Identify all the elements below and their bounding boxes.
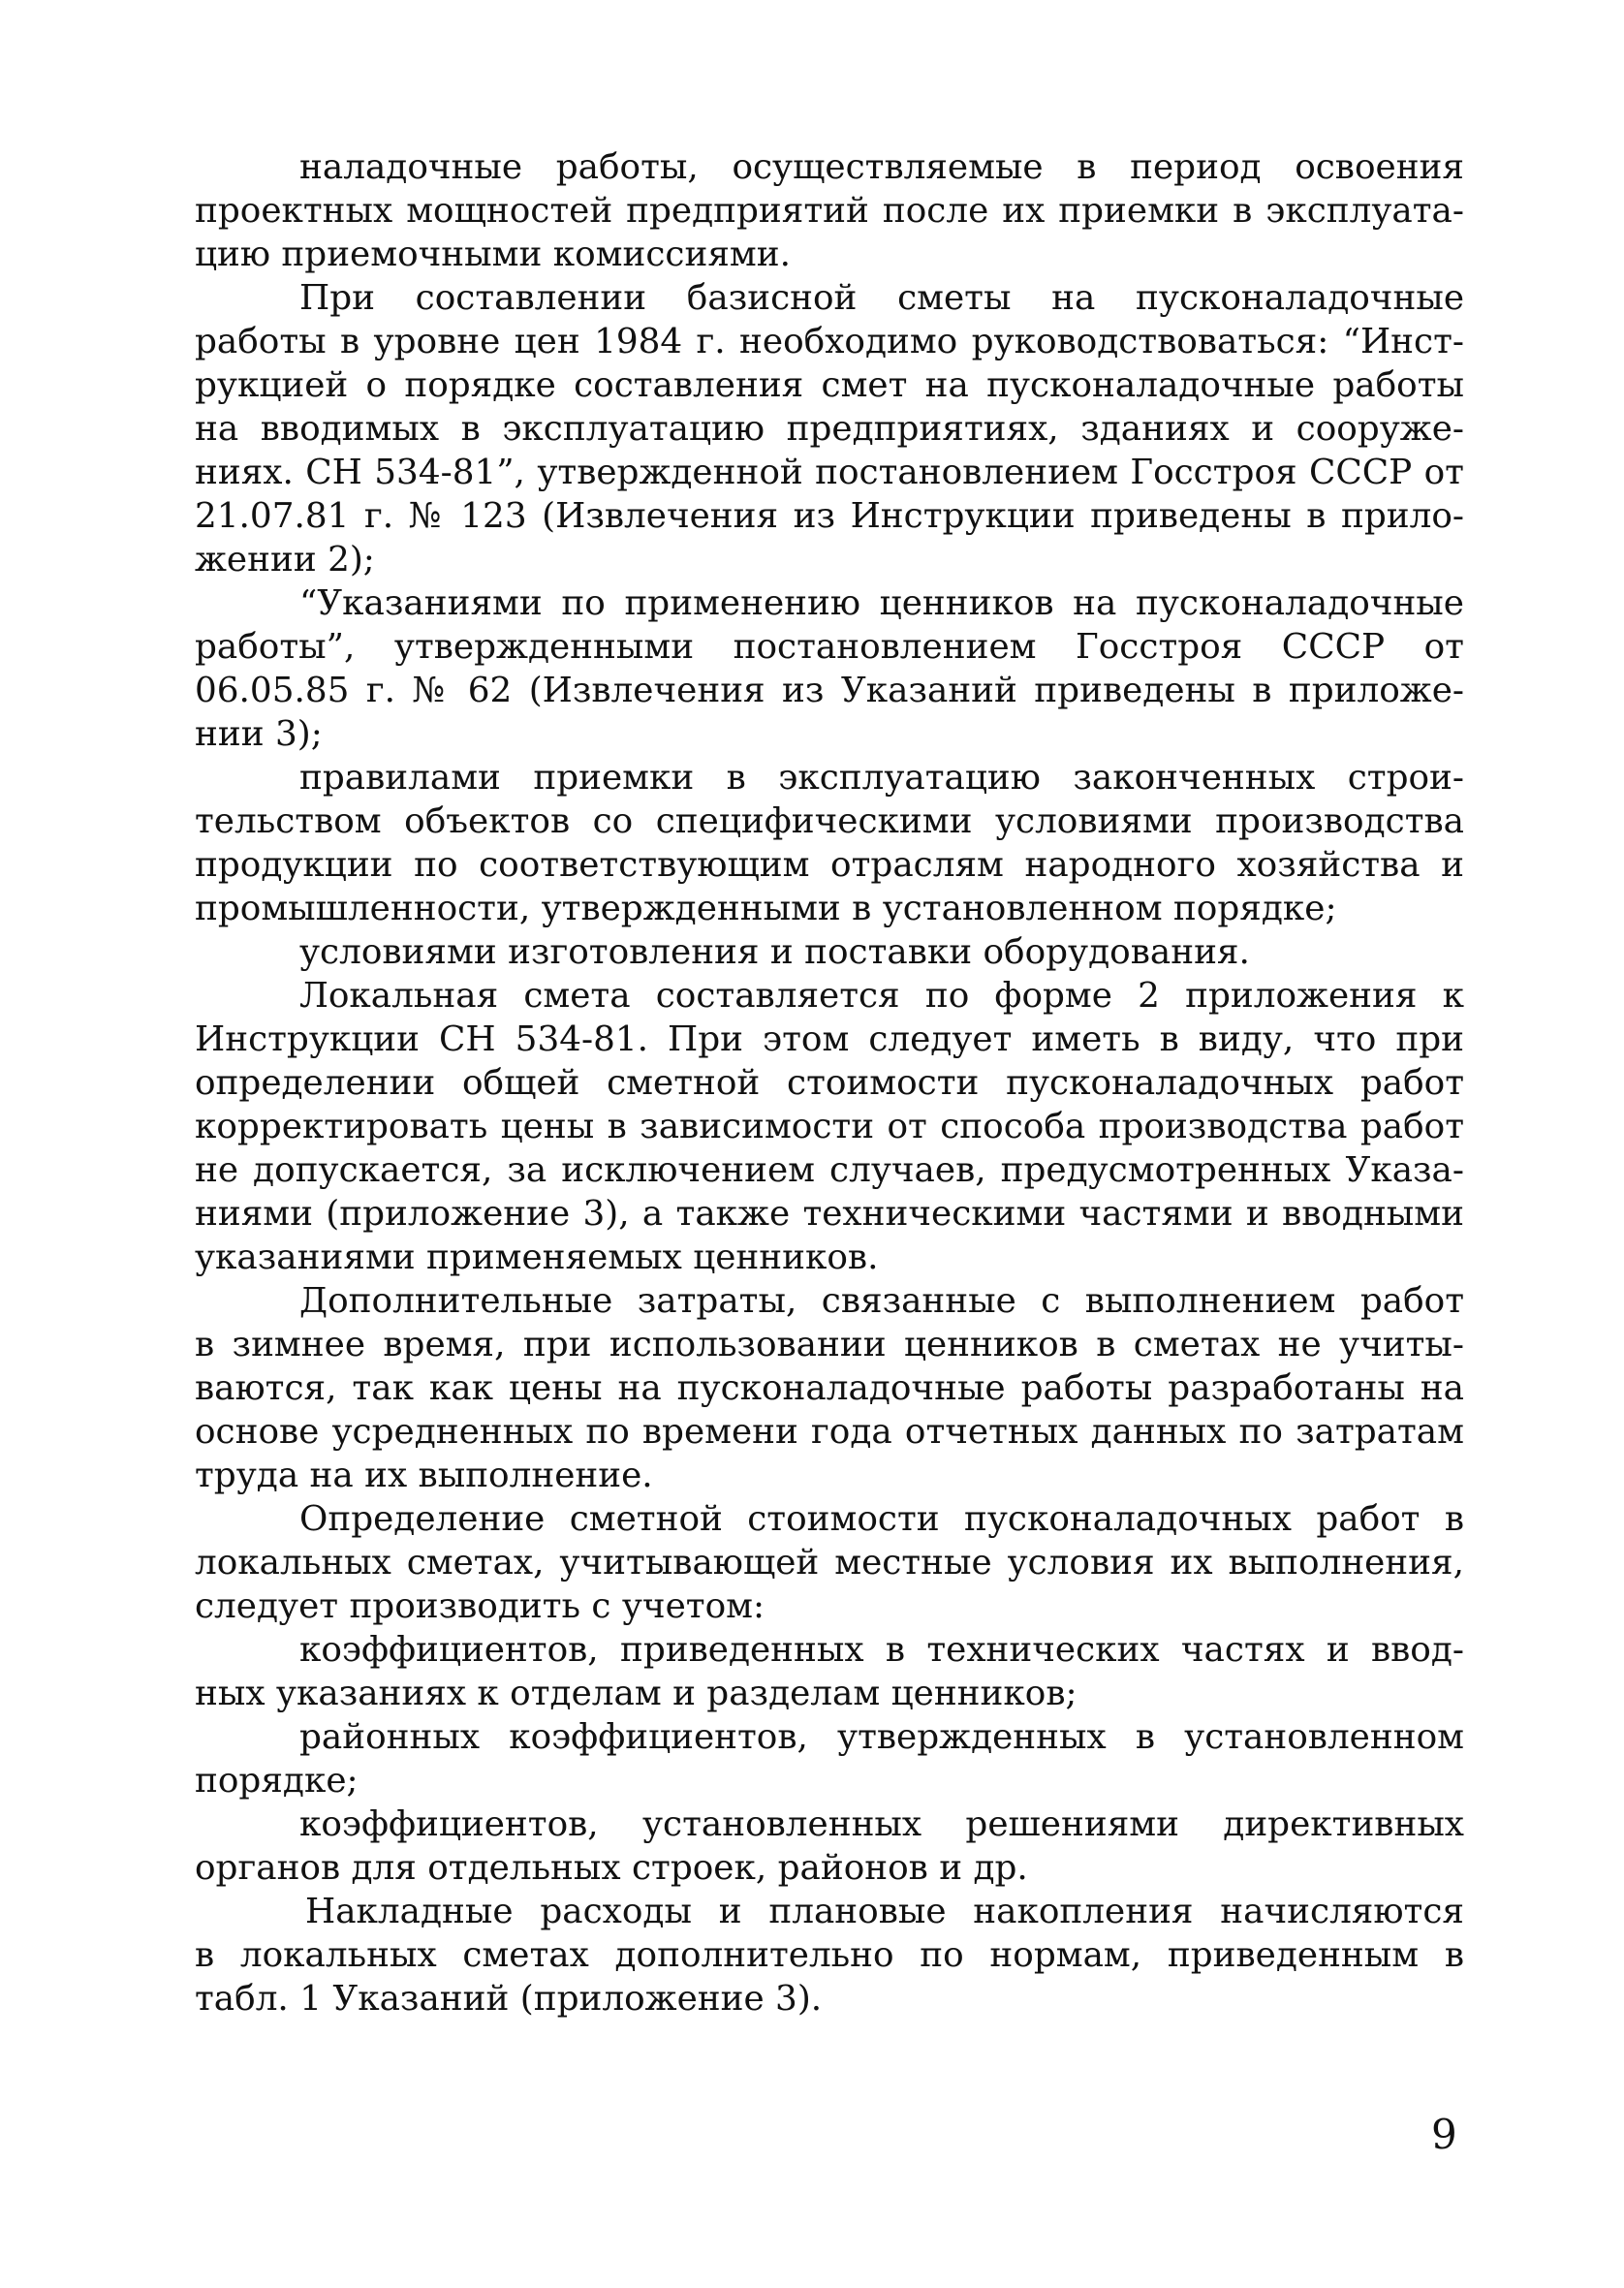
text-line: работы”, утвержденными постановлением Госстроя СССР от (195, 627, 1464, 667)
text-line: наладочные работы, осуществляемые в период освоения (299, 147, 1464, 187)
text-line: районных коэффициентов, утвержденных в установленном (299, 1717, 1464, 1757)
text-line: определении общей сметной стоимости пусконаладочных работ (195, 1063, 1464, 1103)
text-line: не допускается, за исключением случаев, предусмотренных Указа- (195, 1150, 1464, 1190)
text-line: цию приемочными комиссиями. (195, 235, 791, 274)
text-line: промышленности, утвержденными в установленном порядке; (195, 889, 1337, 928)
text-line: органов для отдельных строек, районов и др. (195, 1848, 1028, 1888)
text-line: в зимнее время, при использовании ценников в сметах не учиты- (195, 1325, 1464, 1364)
text-line: рукцией о порядке составления смет на пусконаладочные работы (195, 365, 1464, 405)
text-line: правилами приемки в эксплуатацию законченных строи- (299, 758, 1464, 798)
text-line: продукции по соответствующим отраслям народного хозяйства и (195, 845, 1464, 885)
text-line: Накладные расходы и плановые накопления начисляются (305, 1892, 1464, 1931)
text-line: коэффициентов, приведенных в технических частях и ввод- (299, 1630, 1464, 1670)
text-line: корректировать цены в зависимости от способа производства работ (195, 1107, 1464, 1146)
page-number: 9 (1431, 2111, 1457, 2158)
text-line: ных указаниях к отделам и разделам ценников; (195, 1674, 1077, 1713)
text-line: ниях. СН 534-81”, утвержденной постановлением Госстроя СССР от (195, 453, 1464, 492)
text-line: Дополнительные затраты, связанные с выполнением работ (299, 1281, 1464, 1321)
text-line: указаниями применяемых ценников. (195, 1238, 879, 1277)
text-line: “Указаниями по применению ценников на пусконаладочные (299, 583, 1464, 623)
text-line: следует производить с учетом: (195, 1586, 765, 1626)
text-line: порядке; (195, 1761, 359, 1801)
text-line: локальных сметах, учитывающей местные условия их выполнения, (195, 1543, 1464, 1583)
text-line: проектных мощностей предприятий после их приемки в эксплуата- (195, 191, 1464, 231)
text-line: Определение сметной стоимости пусконаладочных работ в (299, 1499, 1464, 1539)
text-line: жении 2); (195, 540, 375, 580)
body-text (195, 145, 1464, 2021)
text-line: условиями изготовления и поставки оборудования. (299, 932, 1250, 972)
text-line: 21.07.81 г. № 123 (Извлечения из Инструкции приведены в прило- (195, 496, 1464, 536)
text-line: в локальных сметах дополнительно по нормам, приведенным в (195, 1935, 1464, 1975)
text-line: основе усредненных по времени года отчетных данных по затратам (195, 1412, 1464, 1452)
text-line: тельством объектов со специфическими условиями производства (195, 801, 1464, 841)
text-line: нии 3); (195, 714, 323, 754)
text-line: табл. 1 Указаний (приложение 3). (195, 1979, 823, 2019)
text-line: работы в уровне цен 1984 г. необходимо руководствоваться: “Инст- (195, 322, 1464, 361)
text-line: Инструкции СН 534-81. При этом следует иметь в виду, что при (195, 1019, 1464, 1059)
text-line: труда на их выполнение. (195, 1456, 653, 1495)
text-line: 06.05.85 г. № 62 (Извлечения из Указаний приведены в приложе- (195, 671, 1464, 710)
text-line: ниями (приложение 3), а также техническими частями и вводными (195, 1194, 1464, 1234)
text-line: на вводимых в эксплуатацию предприятиях, зданиях и сооруже- (195, 409, 1464, 449)
text-line: ваются, так как цены на пусконаладочные работы разработаны на (195, 1368, 1464, 1408)
text-line: При составлении базисной сметы на пусконаладочные (299, 278, 1464, 318)
text-line: Локальная смета составляется по форме 2 приложения к (299, 976, 1464, 1016)
text-line: коэффициентов, установленных решениями директивных (299, 1804, 1464, 1844)
